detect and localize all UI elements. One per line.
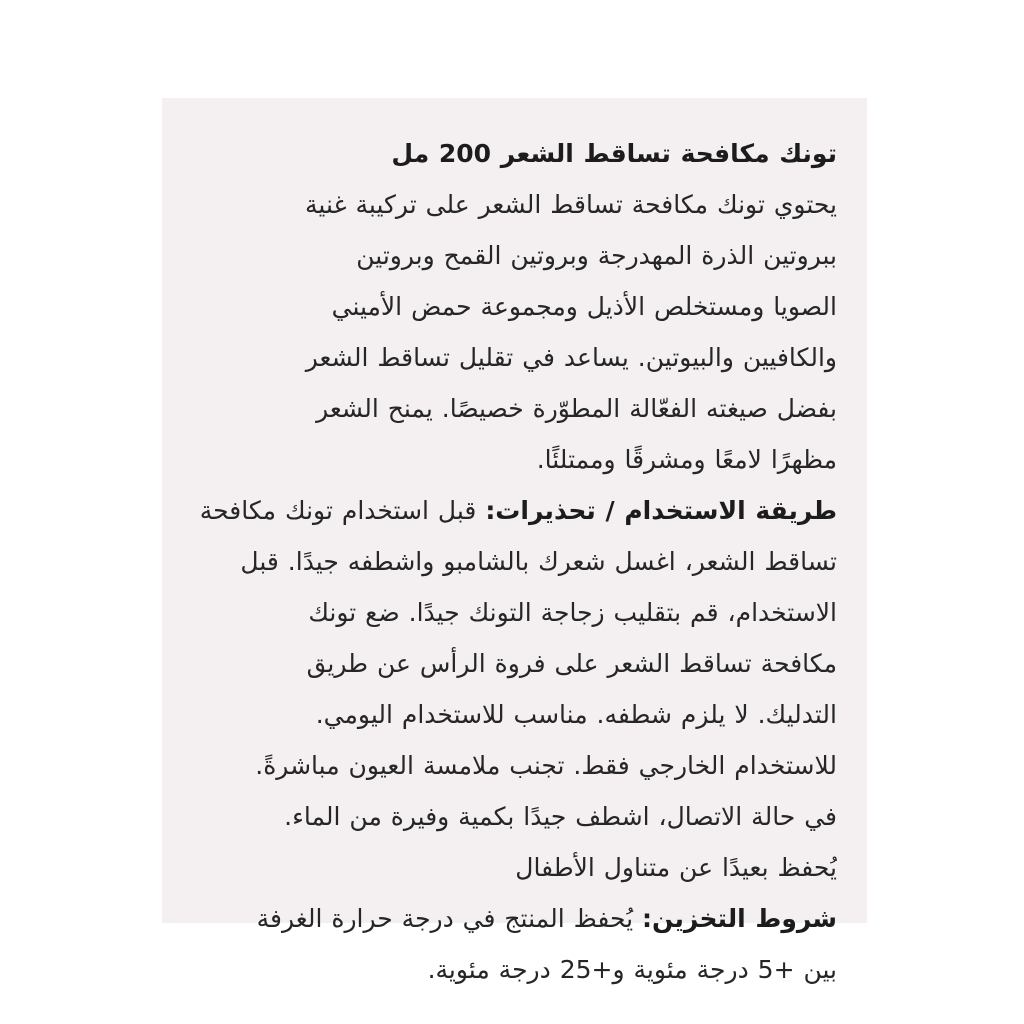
usage-line: الاستخدام، قم بتقليب زجاجة التونك جيدًا. ضع تونك [308, 598, 837, 627]
usage-line: للاستخدام الخارجي فقط. تجنب ملامسة العيون مباشرةً. [255, 751, 837, 780]
description-line: والكافيين والبيوتين. يساعد في تقليل تساقط الشعر [305, 343, 837, 372]
storage-first-line [184, 893, 837, 944]
description-line: بفضل صيغته الفعّالة المطوّرة خصيصًا. يمنح الشعر [316, 394, 837, 423]
usage-first-line [184, 485, 837, 536]
description-line: يحتوي تونك مكافحة تساقط الشعر على تركيبة غنية [305, 190, 837, 219]
usage-line: مكافحة تساقط الشعر على فروة الرأس عن طريق [306, 649, 837, 678]
description-line: مظهرًا لامعًا ومشرقًا وممتلئًا. [536, 445, 837, 474]
usage-first-line-text: قبل استخدام تونك مكافحة [199, 496, 486, 525]
usage-line: تساقط الشعر، اغسل شعرك بالشامبو واشطفه جيدًا. قبل [240, 547, 837, 576]
usage-line: في حالة الاتصال، اشطف جيدًا بكمية وفيرة من الماء. [284, 802, 837, 831]
label-text-block [184, 128, 837, 995]
usage-line: التدليك. لا يلزم شطفه. مناسب للاستخدام اليومي. [315, 700, 837, 729]
usage-line: يُحفظ بعيدًا عن متناول الأطفال [515, 853, 837, 882]
product-title: تونك مكافحة تساقط الشعر 200 مل [391, 139, 837, 168]
description-line: الصويا ومستخلص الأذيل ومجموعة حمض الأميني [331, 292, 837, 321]
product-label [162, 98, 867, 984]
usage-heading: طريقة الاستخدام / تحذيرات: [485, 496, 837, 525]
storage-heading: شروط التخزين: [642, 904, 837, 933]
storage-line: بين +5 درجة مئوية و+25 درجة مئوية. [427, 955, 837, 984]
storage-first-line-text: يُحفظ المنتج في درجة حرارة الغرفة [256, 904, 643, 933]
description-line: ببروتين الذرة المهدرجة وبروتين القمح وبروتين [356, 241, 837, 270]
